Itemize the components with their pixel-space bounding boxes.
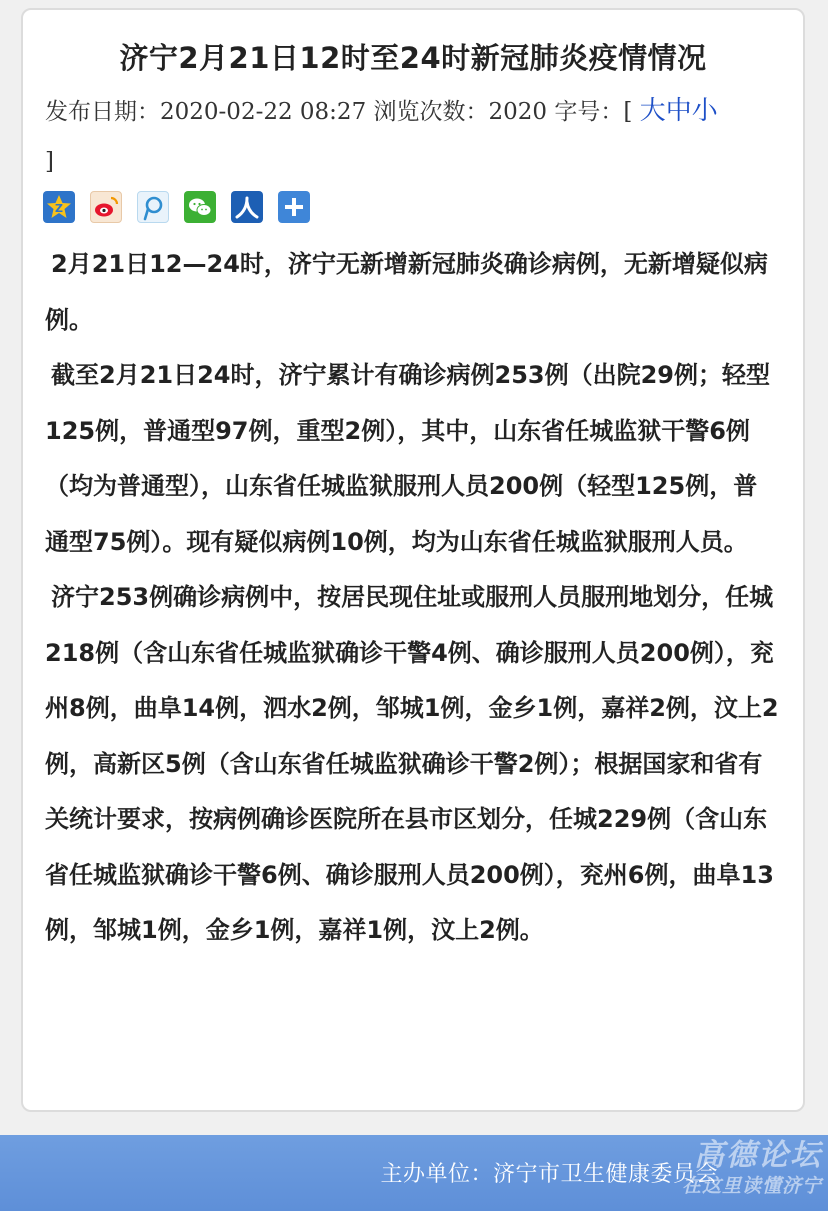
- article-card: [21, 8, 805, 1112]
- wechat-icon[interactable]: [184, 191, 216, 223]
- page-title: 济宁2月21日12时至24时新冠肺炎疫情情况: [119, 41, 707, 75]
- paragraph-1: 2月21日12—24时，济宁无新增新冠肺炎确诊病例，无新增疑似病例。: [45, 250, 768, 334]
- renren-icon[interactable]: [231, 191, 263, 223]
- weibo-icon[interactable]: [90, 191, 122, 223]
- article-meta: [45, 86, 779, 187]
- qzone-icon[interactable]: [43, 191, 75, 223]
- svg-text:Z: Z: [55, 202, 63, 215]
- paragraph-3: 济宁253例确诊病例中，按居民现住址或服刑人员服刑地划分，任城218例（含山东省任城监狱确诊干警4例、确诊服刑人员200例），兖州8例，曲阜14例，泗水2例，邹城1例，金乡1例，嘉祥2例，汶上2例，高新区5例（含山东省任城监狱确诊干警2例）；根据国家和省有关统计要求，按病例确诊医院所在县市区划分，任城229例（含山东省任城监狱确诊干警6例、确诊服刑人员200例），兖州6例，曲阜13例，邹城1例，金乡1例，嘉祥1例，汶上2例。: [45, 583, 779, 944]
- bracket-close: ]: [45, 149, 54, 175]
- footer-sponsor: 主办单位：济宁市卫生健康委员会: [380, 1162, 718, 1187]
- font-small-link[interactable]: 小: [691, 96, 718, 126]
- font-medium-link[interactable]: 中: [665, 96, 692, 126]
- footer: [0, 1135, 828, 1211]
- date-label: 发布日期：: [45, 99, 160, 125]
- watermark-bottom: 在这里读懂济宁: [681, 1175, 822, 1197]
- tencent-weibo-icon[interactable]: [137, 191, 169, 223]
- more-share-icon[interactable]: [278, 191, 310, 223]
- watermark-top: 高德论坛: [694, 1138, 822, 1173]
- font-large-link[interactable]: 大: [639, 96, 666, 126]
- views-label: 浏览次数：: [373, 99, 489, 125]
- views-value: 2020: [488, 99, 548, 125]
- share-bar: [43, 191, 803, 225]
- date-value: 2020-02-22 08:27: [160, 99, 367, 125]
- article-body: [45, 237, 781, 959]
- paragraph-2: 截至2月21日24时，济宁累计有确诊病例253例（出院29例；轻型125例，普通型97例，重型2例），其中，山东省任城监狱干警6例（均为普通型），山东省任城监狱服刑人员200例（轻型125例，普通型75例）。现有疑似病例10例，均为山东省任城监狱服刑人员。: [45, 361, 770, 556]
- font-size-label: 字号：: [554, 99, 624, 125]
- bracket-open: [: [623, 99, 633, 125]
